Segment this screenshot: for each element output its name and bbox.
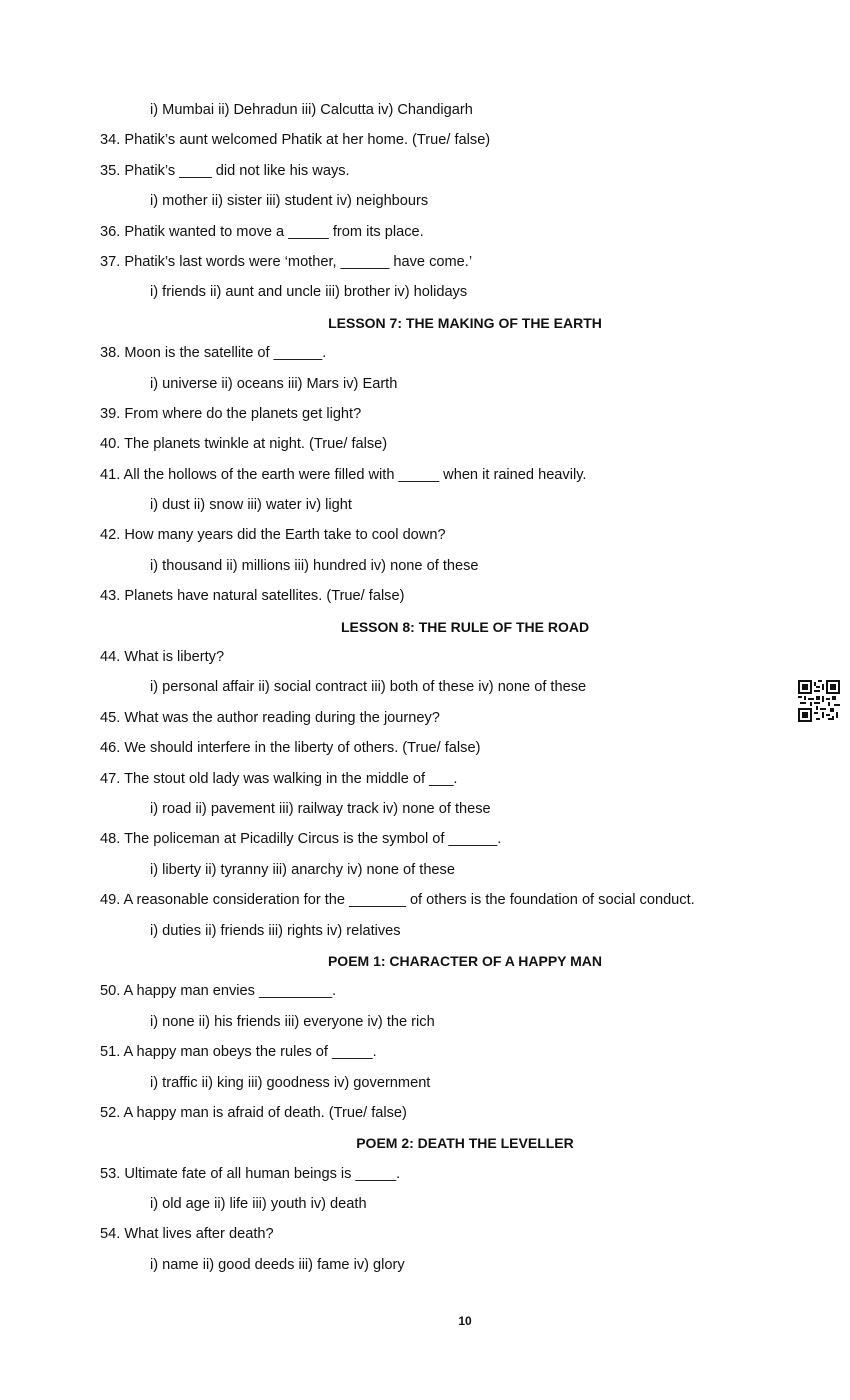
- answer-options: i) thousand ii) millions iii) hundred iv) none of these: [150, 557, 479, 574]
- section-heading: POEM 2: DEATH THE LEVELLER: [356, 1135, 574, 1152]
- answer-options: i) old age ii) life iii) youth iv) death: [150, 1196, 367, 1213]
- question-item: 45. What was the author reading during the journey?: [100, 709, 440, 726]
- question-item: 52. A happy man is afraid of death. (True/ false): [100, 1104, 407, 1121]
- question-item: 51. A happy man obeys the rules of _____.: [100, 1044, 377, 1061]
- answer-options: i) traffic ii) king iii) goodness iv) government: [150, 1074, 431, 1091]
- page-number: 10: [458, 1314, 472, 1328]
- question-item: 44. What is liberty?: [100, 649, 225, 666]
- question-item: 40. The planets twinkle at night. (True/ false): [100, 436, 388, 453]
- answer-options: i) personal affair ii) social contract iii) both of these iv) none of these: [150, 679, 587, 696]
- question-item: 36. Phatik wanted to move a _____ from its place.: [100, 223, 424, 240]
- question-item: 53. Ultimate fate of all human beings is _____.: [100, 1165, 401, 1182]
- answer-options: i) friends ii) aunt and uncle iii) brother iv) holidays: [150, 284, 468, 301]
- question-item: 41. All the hollows of the earth were filled with _____ when it rained heavily.: [100, 466, 587, 483]
- question-item: 49. A reasonable consideration for the _______ of others is the foundation of social conduct.: [100, 892, 695, 909]
- worksheet-page: [0, 95, 850, 1280]
- question-item: 38. Moon is the satellite of ______.: [100, 345, 327, 362]
- answer-options: i) liberty ii) tyranny iii) anarchy iv) none of these: [150, 861, 455, 878]
- answer-options: i) name ii) good deeds iii) fame iv) glory: [150, 1256, 405, 1273]
- answer-options: i) dust ii) snow iii) water iv) light: [150, 497, 352, 514]
- question-item: 47. The stout old lady was walking in the middle of ___.: [100, 770, 458, 787]
- question-item: 50. A happy man envies _________.: [100, 983, 337, 1000]
- answer-options: i) none ii) his friends iii) everyone iv) the rich: [150, 1013, 435, 1030]
- answer-options: i) Mumbai ii) Dehradun iii) Calcutta iv) Chandigarh: [150, 102, 473, 118]
- question-item: 54. What lives after death?: [100, 1226, 274, 1243]
- answer-options: i) universe ii) oceans iii) Mars iv) Earth: [150, 375, 398, 392]
- section-heading: LESSON 7: THE MAKING OF THE EARTH: [328, 314, 602, 331]
- question-item: 42. How many years did the Earth take to cool down?: [100, 527, 446, 544]
- qr-code-icon: [798, 680, 840, 722]
- question-item: 48. The policeman at Picadilly Circus is the symbol of ______.: [100, 831, 502, 848]
- answer-options: i) mother ii) sister iii) student iv) neighbours: [150, 193, 429, 210]
- question-item: 34. Phatik’s aunt welcomed Phatik at her home. (True/ false): [100, 132, 491, 149]
- answer-options: i) duties ii) friends iii) rights iv) relatives: [150, 922, 401, 939]
- question-item: 46. We should interfere in the liberty of others. (True/ false): [100, 740, 481, 757]
- section-heading: POEM 1: CHARACTER OF A HAPPY MAN: [327, 952, 603, 969]
- question-item: 39. From where do the planets get light?: [100, 405, 362, 422]
- question-item: 43. Planets have natural satellites. (True/ false): [100, 588, 405, 605]
- question-item: 37. Phatik’s last words were ‘mother, ______ have come.’: [100, 253, 473, 270]
- answer-options: i) road ii) pavement iii) railway track iv) none of these: [150, 800, 491, 817]
- section-heading: LESSON 8: THE RULE OF THE ROAD: [340, 618, 590, 635]
- question-item: 35. Phatik’s ____ did not like his ways.: [100, 162, 350, 179]
